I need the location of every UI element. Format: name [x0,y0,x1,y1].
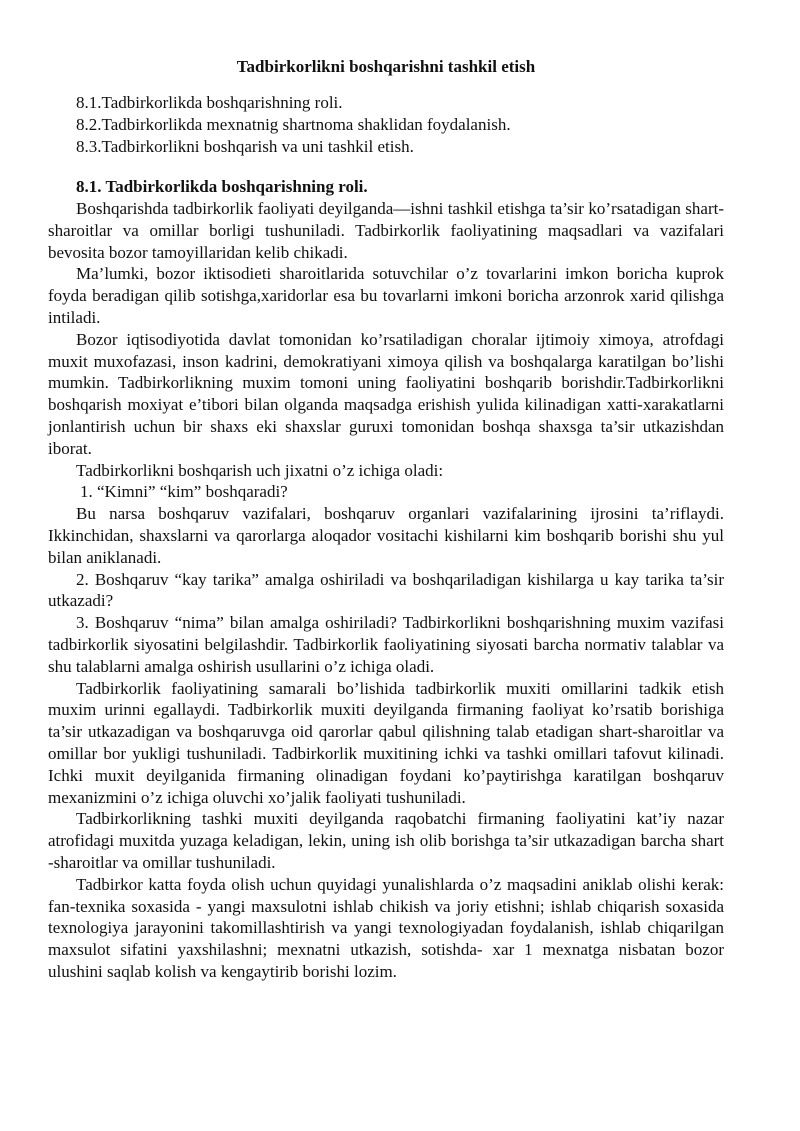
paragraph: Tadbirkorlik faoliyatining samarali bo’lishida tadbirkorlik muxiti omillarini tadkik etish muxim urinni egallaydi. Tadbirkorlik muxiti deyilganda firmaning faoliyat ko’rsatib borishiga ta’sir utkazadigan va boshqaruvga oid qarorlar qabul qilishning talab etadigan shart-sharoitlar va omillar bor yukligi tushuniladi. Tadbirkorlik muxitining ichki va tashki omillari tafovut kilinadi. Ichki muxit deyilganida firmaning olinadigan foydani ko’paytirishga karatilgan boshqaruv mexanizmini o’z ichiga oluvchi xo’jalik faoliyati tushuniladi. [48,678,724,807]
section-heading: 8.1. Tadbirkorlikda boshqarishning roli. [76,177,368,196]
list-item-question: 2. Boshqaruv “kay tarika” amalga oshiriladi va boshqariladigan kishilarga u kay tarika ta’sir utkazadi? [48,569,724,611]
list-item-question: 1. “Kimni” “kim” boshqaradi? [80,482,288,502]
toc-item: 8.1.Tadbirkorlikda boshqarishning roli. [76,93,343,112]
paragraph: Ma’lumki, bozor iktisodieti sharoitlarida sotuvchilar o’z tovarlarini imkon boricha kuprok foyda beradigan qilib sotishga,xaridorlar esa bu tovarlarni imkoni boricha arzonrok xarid qilishga intiladi. [48,264,724,327]
page-title: Tadbirkorlikni boshqarishni tashkil etish [236,57,536,76]
paragraph: Tadbirkorlikning tashki muxiti deyilganda raqobatchi firmaning faoliyatini kat’iy nazar atrofidagi muxitda yuzaga keladigan, lekin, uning ish olib borishga ta’sir utkazadigan barcha shart -sharoitlar va omillar tushuniladi. [48,809,724,872]
paragraph: Bozor iqtisodiyotida davlat tomonidan ko’rsatiladigan choralar ijtimoiy ximoya, atrofdagi muxit muxofazasi, inson kadrini, demokratiyani ximoya qilish va boshqalarga karatilgan bo’lishi mumkin. Tadbirkorlikning muxim tomoni uning faoliyatini boshqarib borishdir.Tadbirkorlikni boshqarish moxiyat e’tibori bilan olganda maqsadga erishish yulida kilinadigan xatti-xarakatlarni jonlantirish uchun bir shaxs eki shaxslar guruxi tomonidan boshqa shaxsga ta’sir utkazishdan iborat. [48,329,724,458]
paragraph: Tadbirkor katta foyda olish uchun quyidagi yunalishlarda o’z maqsadini aniklab olishi kerak: fan-texnika soxasida - yangi maxsulotni ishlab chikish va joriy etishni; ishlab chiqarish soxasida texnologiya jarayonini takomillashtirish va yangi texnologiyadan foydalanish, ishlab chiqarilgan maxsulot sifatini yaxshilashni; mexnatni utkazish, sotishda- xar 1 mexnatga nisbatan bozor ulushini saqlab kolish va kengaytirib borishi lozim. [48,874,724,981]
toc-item: 8.2.Tadbirkorlikda mexnatnig shartnoma shaklidan foydalanish. [76,115,511,134]
list-item-question: 3. Boshqaruv “nima” bilan amalga oshiriladi? Tadbirkorlikni boshqarishning muxim vazifasi tadbirkorlik siyosatini belgilashdir. Tadbirkorlik faoliyatining siyosati barcha normativ talablar va shu talablarni amalga oshirish usullarini o’z ichiga oladi. [48,613,724,676]
document-page [48,56,724,983]
paragraph: Bu narsa boshqaruv vazifalari, boshqaruv organlari vazifalarining ijrosini ta’riflaydi. Ikkinchidan, shaxslarni va qarorlarga aloqador vositachi kishilarni kim boshqarib borishi shu yul bilan aniklanadi. [48,504,724,567]
paragraph: Tadbirkorlikni boshqarish uch jixatni o’z ichiga oladi: [76,460,444,480]
toc-item: 8.3.Tadbirkorlikni boshqarish va uni tashkil etish. [76,137,414,156]
table-of-contents [48,92,724,158]
paragraph: Boshqarishda tadbirkorlik faoliyati deyilganda—ishni tashkil etishga ta’sir ko’rsatadigan shart-sharoitlar va omillar borligi tushuniladi. Tadbirkorlik faoliyatining maqsadlari va vazifalari bevosita bozor tamoyillaridan kelib chikadi. [48,199,724,262]
